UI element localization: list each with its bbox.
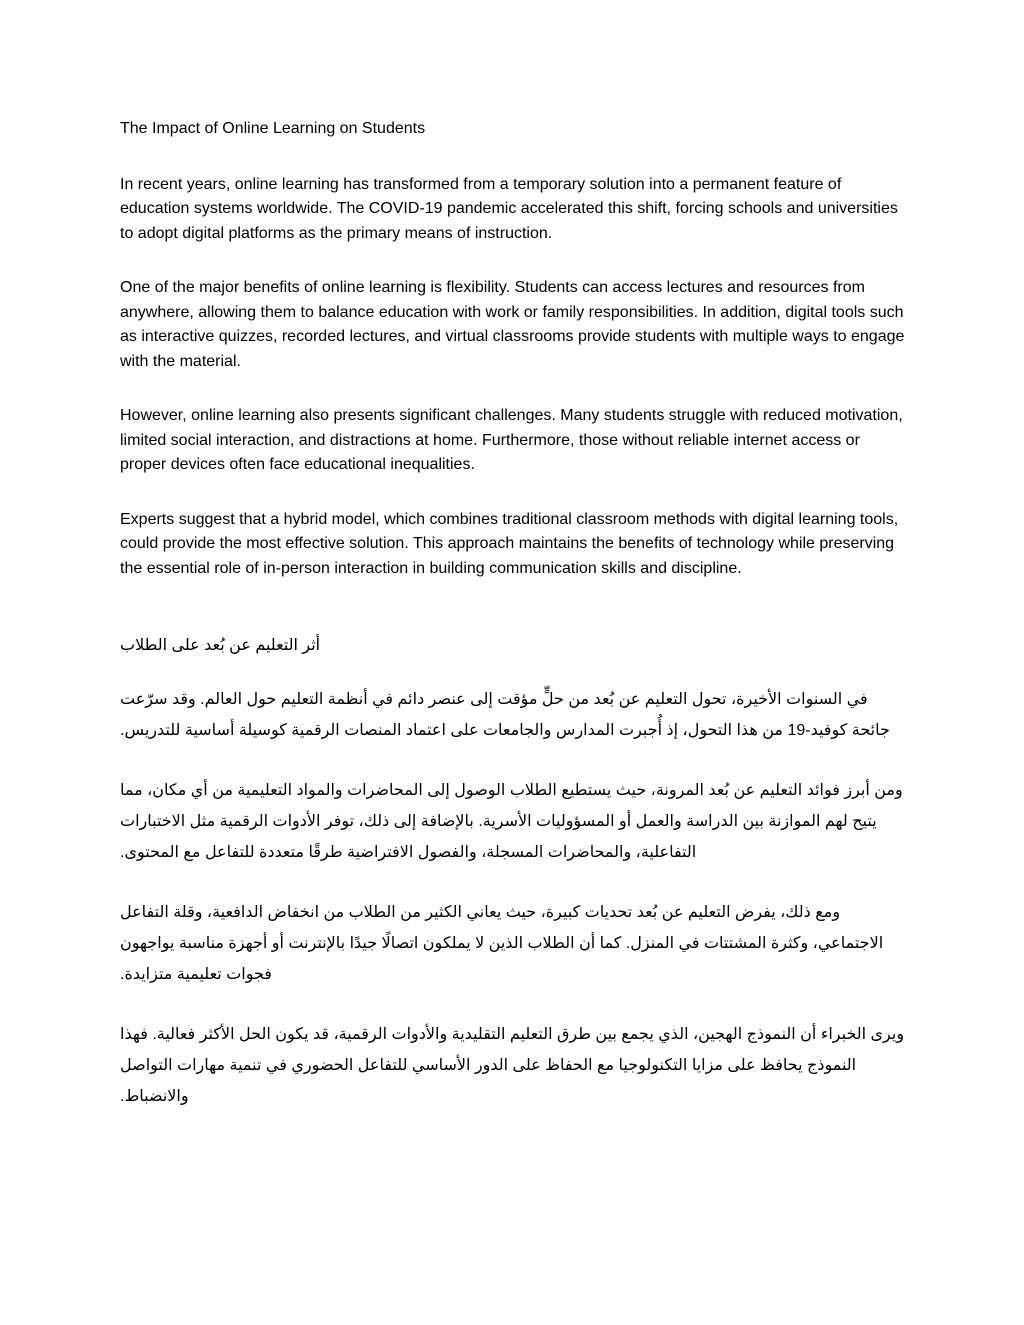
arabic-paragraph-4: ويرى الخبراء أن النموذج الهجين، الذي يجمع بين طرق التعليم التقليدية والأدوات الرقمية، قد يكون الحل الأكثر فعالية. فهذا النموذج يحافظ على مزايا التكنولوجيا مع الحفاظ على الدور الأساسي للتفاعل الحضوري في تنمية مهارات التواصل والانضباط. [120, 1026, 905, 1105]
english-section [120, 117, 906, 581]
english-paragraph-2: One of the major benefits of online learning is flexibility. Students can access lectures and resources from anywhere, allowing them to balance education with work or family responsibilities. In addition, digital tools such as interactive quizzes, recorded lectures, and virtual classrooms provide students with multiple ways to engage with the material. [120, 279, 905, 370]
document-title: The Impact of Online Learning on Students [120, 120, 426, 137]
arabic-paragraph-1: في السنوات الأخيرة، تحول التعليم عن بُعد من حلٍّ مؤقت إلى عنصر دائم في أنظمة التعليم حول العالم. وقد سرّعت جائحة كوفيد-19 من هذا التحول، إذ أُجبرت المدارس والجامعات على اعتماد المنصات الرقمية كوسيلة أساسية للتدريس. [120, 691, 890, 739]
arabic-paragraph-3: ومع ذلك، يفرض التعليم عن بُعد تحديات كبيرة، حيث يعاني الكثير من الطلاب من انخفاض الدافعية، وقلة التفاعل الاجتماعي، وكثرة المشتتات في المنزل. كما أن الطلاب الذين لا يملكون اتصالًا جيدًا بالإنترنت أو أجهزة مناسبة يواجهون فجوات تعليمية متزايدة. [120, 904, 884, 983]
english-paragraph-3: However, online learning also presents significant challenges. Many students struggle with reduced motivation, limited social interaction, and distractions at home. Furthermore, those without reliable internet access or proper devices often face educational inequalities. [120, 407, 903, 473]
arabic-paragraph-2: ومن أبرز فوائد التعليم عن بُعد المرونة، حيث يستطيع الطلاب الوصول إلى المحاضرات والمواد التعليمية من أي مكان، مما يتيح لهم الموازنة بين الدراسة والعمل أو المسؤوليات الأسرية. بالإضافة إلى ذلك، توفر الأدوات الرقمية مثل الاختبارات التفاعلية، والمحاضرات المسجلة، والفصول الافتراضية طرقًا متعددة للتفاعل مع المحتوى. [120, 782, 903, 861]
english-paragraph-4: Experts suggest that a hybrid model, which combines traditional classroom methods with digital learning tools, could provide the most effective solution. This approach maintains the benefits of technology while preserving the essential role of in-person interaction in building communication skills and discipline. [120, 510, 899, 577]
arabic-section [120, 633, 906, 1112]
arabic-title: أثر التعليم عن بُعد على الطلاب [120, 637, 321, 654]
english-paragraph-1: In recent years, online learning has transformed from a temporary solution into a permanent feature of education systems worldwide. The COVID-19 pandemic accelerated this shift, forcing schools and universities to adopt digital platforms as the primary means of instruction. [120, 175, 898, 242]
